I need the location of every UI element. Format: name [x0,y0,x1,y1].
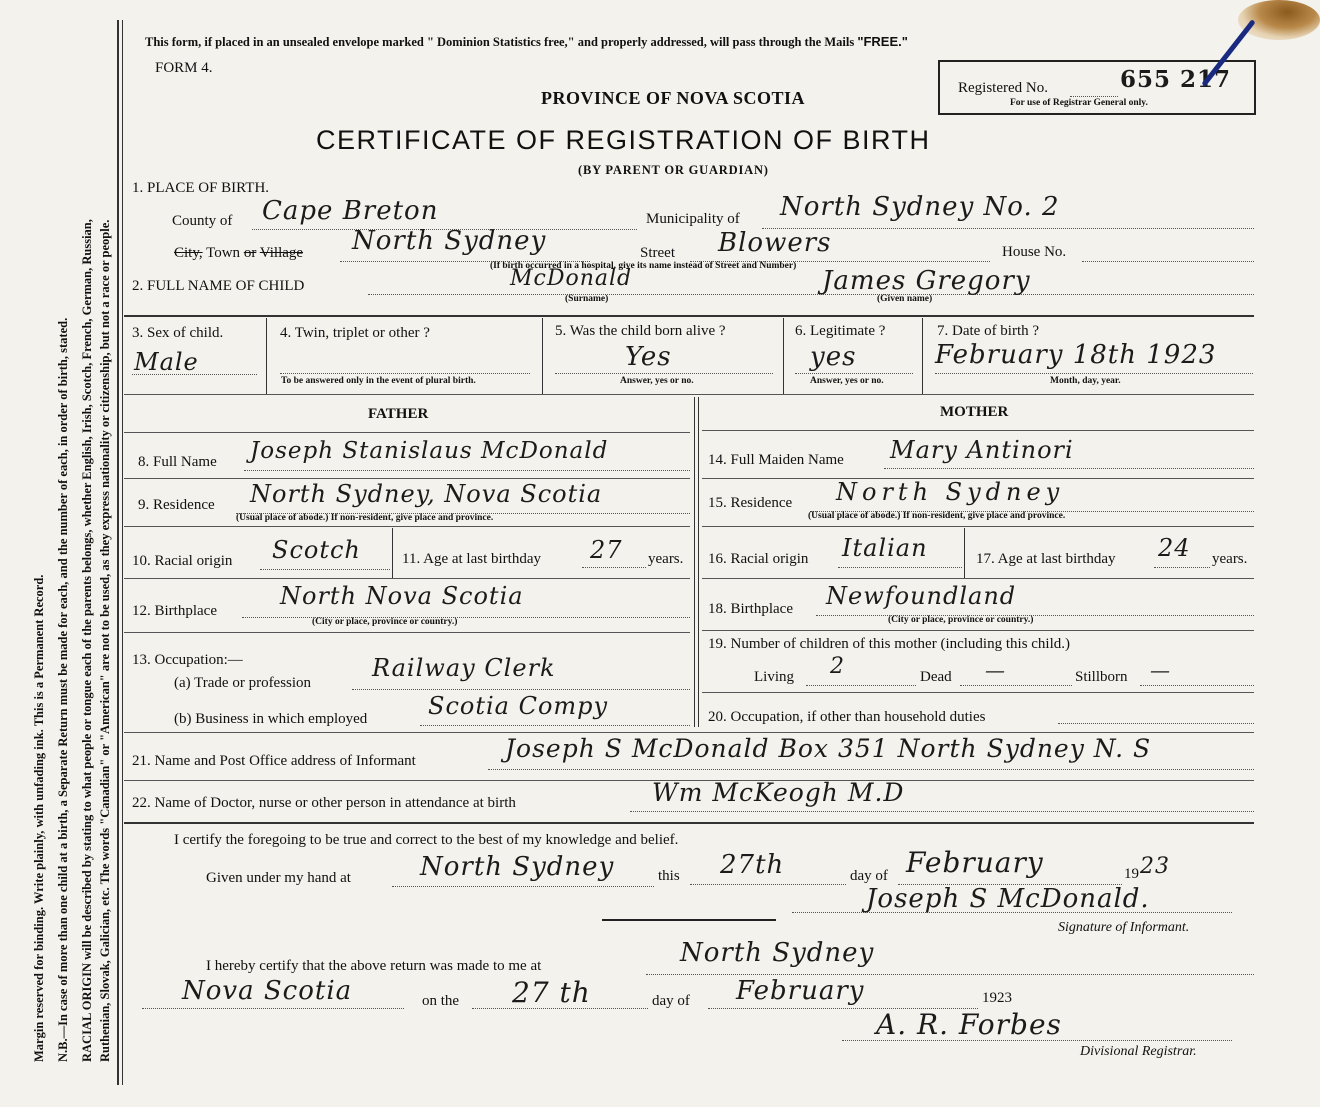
given-under-label: Given under my hand at [206,870,351,886]
father-residence: North Sydney, Nova Scotia [250,480,603,508]
living-value: 2 [830,654,845,679]
county-value: Cape Breton [262,196,439,226]
father-occupation-label: 13. Occupation:— [132,652,243,668]
mother-heading: MOTHER [940,404,1009,420]
registrar-signature: A. R. Forbes [876,1008,1062,1041]
children-count-label: 19. Number of children of this mother (including this child.) [708,636,1071,652]
father-name: Joseph Stanislaus McDonald [250,438,609,464]
father-birthplace-label: 12. Birthplace [132,603,217,619]
father-age: 27 [590,536,623,564]
margin-note-4: Ruthenian, Slovak, Galician, etc. The words "Canadian" or "American" are not to be used, as they express nationality or citizenship, but not a race or people. [98,219,112,1062]
legitimate-note: Answer, yes or no. [810,376,884,386]
mother-birthplace-note: (City or place, province or country.) [888,615,1034,625]
twin-note: To be answered only in the event of plural birth. [281,376,476,386]
father-birthplace-note: (City or place, province or country.) [312,617,458,627]
on-the-label: on the [422,993,460,1009]
dob-value: February 18th 1923 [935,340,1217,370]
given-place: North Sydney [420,852,615,882]
child-surname: McDonald [510,266,633,291]
father-residence-label: 9. Residence [138,497,215,513]
registrar-year: 1923 [982,990,1012,1006]
registered-box [938,60,1256,115]
mother-race-label: 16. Racial origin [708,551,809,567]
father-age-label: 11. Age at last birthday [402,551,541,567]
year-prefix: 19 [1124,866,1139,882]
binding-line [117,20,119,1085]
hospital-note: (If birth occurred in a hospital, give its name instead of Street and Number) [490,261,797,271]
registered-dots [1070,96,1118,97]
town-value: North Sydney [352,226,547,256]
certificate-subtitle: (BY PARENT OR GUARDIAN) [578,163,769,177]
mother-residence-label: 15. Residence [708,495,793,511]
form-number: FORM 4. [155,60,213,76]
dob-note: Month, day, year. [1050,376,1121,386]
given-month: February [906,846,1044,879]
legitimate-label: 6. Legitimate ? [795,323,886,339]
business-label: (b) Business in which employed [174,711,368,727]
town-label: City, Town or Village [174,245,304,261]
registered-label: Registered No. [958,80,1048,96]
municipality-label: Municipality of [646,211,740,227]
father-heading: FATHER [368,406,429,422]
dead-value: — [985,658,1006,682]
mail-notice: This form, if placed in an unsealed envelope marked " Dominion Statistics free," and properly addressed, will pass through the Mails "FREE." [145,34,908,49]
margin-note-3: RACIAL ORIGIN will be described by stating to what people or tongue each of the parents belongs, whether English, Irish, Scotch, French, German, Russian, [80,219,94,1062]
registrar-place-1: North Sydney [680,938,875,968]
certificate-title: CERTIFICATE OF REGISTRATION OF BIRTH [316,125,931,155]
registrar-place-2: Nova Scotia [182,976,353,1006]
province-heading: PROVINCE OF NOVA SCOTIA [541,88,806,108]
county-label: County of [172,213,233,229]
alive-note: Answer, yes or no. [620,376,694,386]
registrar-signature-caption: Divisional Registrar. [1080,1044,1197,1059]
margin-note-2: N.B.—In case of more than one child at a birth, a Separate Return must be made for each, and the number of each, in order of birth, stated. [56,317,70,1062]
street-label: Street [640,245,675,261]
given-year: 23 [1140,854,1170,879]
given-note: (Given name) [877,294,933,304]
father-name-label: 8. Full Name [138,454,217,470]
father-residence-note: (Usual place of abode.) If non-resident, give place and province. [236,513,494,523]
surname-note: (Surname) [565,294,609,304]
registrar-statement: I hereby certify that the above return was made to me at [206,958,542,974]
this-label: this [658,868,680,884]
legitimate-value: yes [810,342,857,372]
business-value: Scotia Compy [428,692,609,720]
registrar-day: 27 th [512,976,591,1009]
binding-line-2 [122,20,123,1085]
registered-note: For use of Registrar General only. [1010,98,1148,108]
mother-birthplace: Newfoundland [826,582,1017,610]
house-label: House No. [1002,244,1067,260]
child-name-label: 2. FULL NAME OF CHILD [132,278,305,294]
mother-occupation-label: 20. Occupation, if other than household duties [708,709,986,725]
street-value: Blowers [718,228,832,258]
sex-value: Male [134,348,199,376]
dob-label: 7. Date of birth ? [937,323,1040,339]
dead-label: Dead [920,669,952,685]
father-birthplace: North Nova Scotia [280,582,524,610]
living-label: Living [754,669,794,685]
informant-signature-caption: Signature of Informant. [1058,920,1190,935]
sex-label: 3. Sex of child. [132,325,224,341]
mother-residence: North Sydney [836,478,1065,506]
doctor-value: Wm McKeogh M.D [652,778,905,807]
registrar-month: February [736,976,865,1006]
father-race-label: 10. Racial origin [132,553,233,569]
given-day: 27th [720,850,785,880]
child-given-name: James Gregory [822,266,1031,296]
mother-race: Italian [842,534,928,562]
trade-value: Railway Clerk [372,654,556,682]
informant-label: 21. Name and Post Office address of Informant [132,753,416,769]
father-age-unit: years. [648,551,684,567]
trade-label: (a) Trade or profession [174,675,312,691]
mother-name: Mary Antinori [890,436,1074,464]
certify-statement: I certify the foregoing to be true and correct to the best of my knowledge and belief. [174,832,679,848]
mother-age-unit: years. [1212,551,1248,567]
registrar-day-of-label: day of [652,993,690,1009]
informant-value: Joseph S McDonald Box 351 North Sydney N. S [505,734,1152,763]
margin-note-1: Margin reserved for binding. Write plainly, with unfading ink. This is a Permanent Record. [32,574,46,1062]
twin-label: 4. Twin, triplet or other ? [280,325,430,341]
stillborn-label: Stillborn [1075,669,1128,685]
mother-age: 24 [1158,534,1191,562]
registered-number: 655 217 [1120,66,1232,93]
alive-label: 5. Was the child born alive ? [555,323,726,339]
stillborn-value: — [1150,658,1171,682]
doctor-label: 22. Name of Doctor, nurse or other person in attendance at birth [132,795,516,811]
informant-signature: Joseph S McDonald. [866,884,1150,914]
alive-value: Yes [625,342,672,372]
municipality-value: North Sydney No. 2 [780,192,1060,222]
mother-name-label: 14. Full Maiden Name [708,452,844,468]
place-heading: 1. PLACE OF BIRTH. [132,180,270,196]
father-race: Scotch [272,536,361,564]
mother-residence-note: (Usual place of abode.) If non-resident, give place and province. [808,511,1066,521]
mother-age-label: 17. Age at last birthday [976,551,1116,567]
mother-birthplace-label: 18. Birthplace [708,601,793,617]
day-of-label: day of [850,868,888,884]
